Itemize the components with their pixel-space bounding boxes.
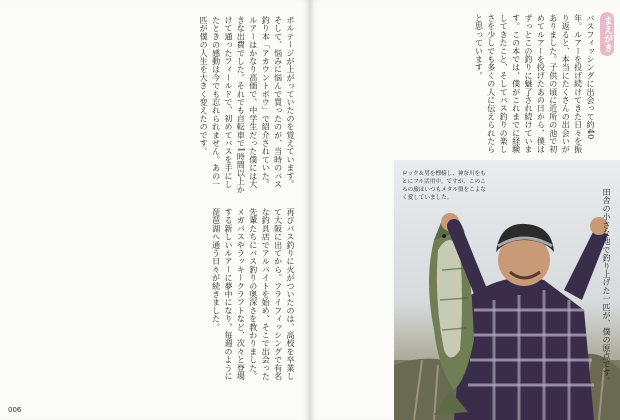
page-number: 006 (8, 406, 22, 414)
left-lower-text: 再びバス釣りに火がついたのは、高校を卒業して大阪に出てから。フライフィッシングで有名な釣具店でアルバイトを始め、そこで出会った先輩たちにバス釣りの奥深さを教わりました。メガバスやラッキークラフトなど、次々と登場する新しいルアーに夢中になり、毎週のように琵琶湖へ通う日々が続きました。 (211, 208, 295, 381)
chapter-title: まえがき (600, 12, 614, 56)
right-page (310, 0, 620, 420)
right-lower-text: 田舎の小さな池で釣り上げた一匹が、僕の原点です。 (602, 188, 611, 385)
left-upper-text: ボルテージが上がっていたのを覚えています。そして、悩みに悩んで買ったのが、当時のバス釣り本「アカウントボウ」で紹介されていた。ルアーはかなり高価で、中学生だった僕には大きな出費でした。それでも自転車で1時間以上かけて通ったフィールドで、初めてバスを手にしたときの感動は今でも忘れられません。あの一匹が僕の人生を大きく変えたのです。 (199, 16, 295, 194)
right-upper-text: バスフィッシングに出会って約40年。ルアーを投げ続けてきた日々を振り返ると、本当にたくさんの出会いがありました。子供の頃に近所の池で初めてルアーを投げたあの日から、僕はずっとこの釣りに魅了され続けています。この本では、僕がこれまでに経験してきたこと、そしてバス釣りの楽しさを少しでも多くの人に伝えられたらと思っています。 (474, 14, 595, 154)
photo-caption: ロック＆男を標榜し、神奈川をもとにフル活用中。ですが、このころの旅はいつもメタル盤をこよなく愛していました。 (402, 171, 486, 201)
